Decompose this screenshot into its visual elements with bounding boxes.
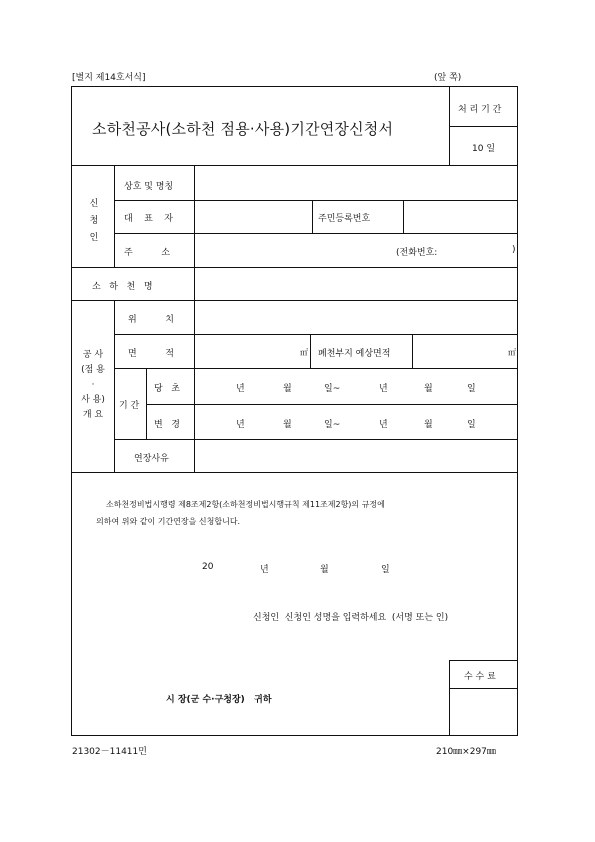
date-year: 년	[260, 565, 269, 575]
area-unit: ㎡	[300, 348, 308, 357]
abandoned-area-unit: ㎡	[508, 348, 516, 357]
address-label: 주 소	[124, 248, 170, 258]
river-name-field[interactable]	[196, 269, 516, 299]
processing-period-label: 처 리 기 간	[458, 105, 502, 115]
changed-end-month: 월	[424, 420, 433, 430]
paper-size: 210㎜×297㎜	[436, 747, 496, 757]
original-start-day: 일~	[324, 384, 341, 394]
original-start-year: 년	[236, 384, 245, 394]
river-name-label: 소 하 천 명	[92, 282, 153, 292]
location-field[interactable]	[196, 302, 516, 333]
changed-start-month: 월	[283, 420, 292, 430]
applicant-signature[interactable]: 신청인 신청인 성명을 입력하세요 (서명 또는 인)	[253, 613, 449, 623]
addressee: 시 장(군 수·구청장) 귀하	[166, 695, 272, 705]
date-month: 월	[320, 565, 329, 575]
original-end-day: 일	[467, 384, 476, 394]
form-code: 21302－11411민	[72, 747, 147, 757]
phone-field[interactable]	[458, 238, 510, 262]
representative-field[interactable]	[196, 202, 310, 232]
page-side: (앞 쪽)	[434, 73, 462, 83]
changed-start-day: 일~	[324, 420, 341, 430]
original-end-year: 년	[379, 384, 388, 394]
changed-end-day: 일	[467, 420, 476, 430]
statement-line-1: 소하천정비법시행령 제8조제2항(소하천정비법시행규칙 제11조제2항)의 규정에	[106, 500, 385, 509]
company-name-field[interactable]	[196, 167, 516, 199]
processing-period-value: 10 일	[472, 144, 496, 154]
form-number: [별지 제14호서식]	[72, 73, 146, 83]
resident-number-field[interactable]	[405, 202, 516, 232]
fee-stamp-area	[451, 690, 516, 734]
original-period-label: 당 초	[154, 384, 180, 394]
fee-label: 수 수 료	[464, 672, 496, 682]
phone-label: (전화번호:	[396, 248, 438, 258]
applicant-group-label: 신 청 인	[89, 199, 99, 243]
changed-period-label: 변 경	[154, 420, 180, 430]
company-name-label: 상호 및 명칭	[124, 182, 174, 192]
changed-start-year: 년	[236, 420, 245, 430]
period-label: 기 간	[119, 401, 140, 411]
representative-label: 대 표 자	[124, 214, 173, 224]
original-start-month: 월	[283, 384, 292, 394]
phone-close: )	[512, 245, 516, 255]
resident-number-label: 주민등록번호	[318, 214, 371, 224]
date-century: 20	[202, 562, 214, 572]
abandoned-area-label: 폐천부지 예상면적	[318, 349, 391, 359]
extension-reason-field[interactable]	[196, 441, 516, 471]
form-title: 소하천공사(소하천 점용·사용)기간연장신청서	[92, 120, 394, 138]
original-end-month: 월	[424, 384, 433, 394]
location-label: 위 치	[128, 315, 174, 325]
statement-line-2: 의하여 위와 같이 기간연장을 신청합니다.	[96, 517, 241, 526]
date-day: 일	[381, 565, 390, 575]
address-field[interactable]	[196, 235, 386, 266]
changed-end-year: 년	[379, 420, 388, 430]
extension-reason-label: 연장사유	[134, 454, 169, 464]
area-label: 면 적	[128, 349, 174, 359]
area-field[interactable]	[196, 336, 296, 367]
abandoned-area-field[interactable]	[414, 336, 506, 367]
overview-group-label: 공 사 (점 용 · 사 용) 개 요	[81, 350, 105, 420]
